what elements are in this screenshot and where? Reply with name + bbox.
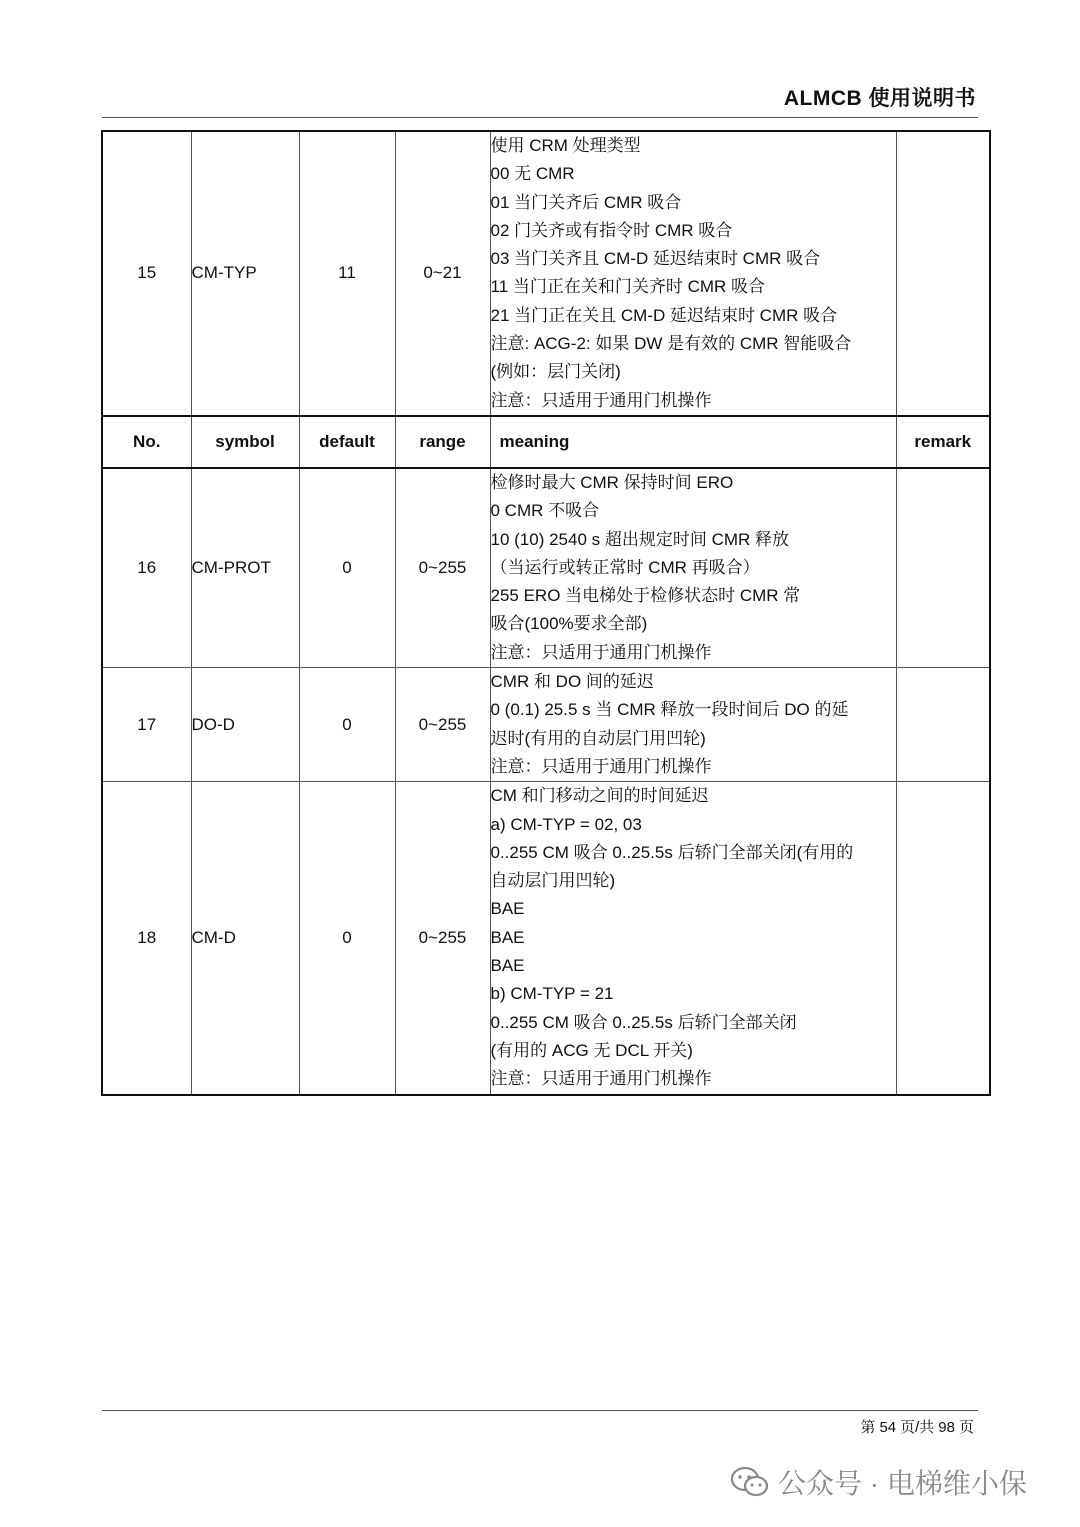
meaning-line: 00 无 CMR [490,164,575,184]
table-row [102,668,990,782]
column-header-range: range [395,416,490,468]
column-header-no: No. [102,416,191,468]
current-page: 54 [879,1419,897,1436]
page-mid: 页/共 [900,1419,935,1436]
cell-default: 0 [299,782,395,1095]
cell-remark [896,468,990,668]
cell-remark [896,668,990,782]
meaning-line: 自动层门用凹轮) [490,871,616,891]
header-divider [102,117,978,118]
meaning-line: (例如：层门关闭) [490,362,621,382]
cell-no: 15 [102,131,191,416]
table-row [102,131,990,416]
meaning-line: 吸合(100%要求全部) [490,614,648,634]
column-header-default: default [299,416,395,468]
meaning-line: a) CM-TYP = 02, 03 [490,814,642,834]
column-header-symbol: symbol [191,416,299,468]
meaning-line: BAE [490,927,525,947]
cell-default: 11 [299,131,395,416]
column-header-remark: remark [896,416,990,468]
meaning-line: BAE [490,899,525,919]
meaning-line: 0 (0.1) 25.5 s 当 CMR 释放一段时间后 DO 的延 [490,700,849,720]
cell-no: 18 [102,782,191,1095]
cell-meaning [490,782,896,1095]
cell-remark [896,782,990,1095]
cell-meaning [490,668,896,782]
page-prefix: 第 [860,1419,876,1436]
watermark [730,1460,1027,1504]
cell-no: 17 [102,668,191,782]
meaning-line: 02 门关齐或有指令时 CMR 吸合 [490,220,733,240]
cell-meaning [490,131,896,416]
total-pages: 98 [938,1419,955,1436]
meaning-line: 注意：只适用于通用门机操作 [490,390,712,410]
meaning-line: 检修时最大 CMR 保持时间 ERO [490,472,734,492]
watermark-text: 公众号 · 电梯维小保 [778,1468,1027,1499]
meaning-line: b) CM-TYP = 21 [490,984,614,1004]
meaning-line: BAE [490,956,525,976]
meaning-line: （当运行或转正常时 CMR 再吸合） [490,557,760,577]
cell-default: 0 [299,668,395,782]
meaning-line: 注意：只适用于通用门机操作 [490,642,712,662]
meaning-line: (有用的 ACG 无 DCL 开关) [490,1040,693,1060]
meaning-line: 21 当门正在关且 CM-D 延迟结束时 CMR 吸合 [490,305,838,325]
cell-meaning [490,468,896,668]
meaning-line: 0..255 CM 吸合 0..25.5s 后轿门全部关闭 [490,1012,797,1032]
meaning-line: 10 (10) 2540 s 超出规定时间 CMR 释放 [490,529,790,549]
meaning-line: 注意: ACG-2: 如果 DW 是有效的 CMR 智能吸合 [490,334,852,354]
table-header-row [102,416,990,468]
page-number [858,1416,976,1437]
meaning-line: 使用 CRM 处理类型 [490,136,641,155]
meaning-line: 注意：只适用于通用门机操作 [490,756,712,776]
parameter-table [101,130,991,1096]
meaning-line: 11 当门正在关和门关齐时 CMR 吸合 [490,277,766,297]
meaning-line: 255 ERO 当电梯处于检修状态时 CMR 常 [490,586,801,606]
cell-default: 0 [299,468,395,668]
cell-symbol: DO-D [191,668,299,782]
cell-range: 0~255 [395,468,490,668]
meaning-line: 01 当门关齐后 CMR 吸合 [490,192,682,212]
meaning-line: 迟时(有用的自动层门用凹轮) [490,728,706,748]
meaning-line: 注意：只适用于通用门机操作 [490,1069,712,1089]
cell-symbol: CM-TYP [191,131,299,416]
cell-range: 0~255 [395,668,490,782]
footer-divider [102,1410,978,1411]
document-title: ALMCB 使用说明书 [783,87,976,110]
meaning-line: CM 和门移动之间的时间延迟 [490,786,709,806]
table-row [102,468,990,668]
cell-symbol: CM-PROT [191,468,299,668]
wechat-icon [730,1465,770,1499]
meaning-line: 0 CMR 不吸合 [490,501,600,521]
meaning-line: 0..255 CM 吸合 0..25.5s 后轿门全部关闭(有用的 [490,842,854,862]
meaning-line: CMR 和 DO 间的延迟 [490,672,654,692]
cell-remark [896,131,990,416]
cell-symbol: CM-D [191,782,299,1095]
table-row [102,782,990,1095]
page-suffix: 页 [958,1419,974,1436]
cell-no: 16 [102,468,191,668]
meaning-line: 03 当门关齐且 CM-D 延迟结束时 CMR 吸合 [490,249,821,269]
column-header-meaning: meaning [490,416,896,468]
cell-range: 0~21 [395,131,490,416]
cell-range: 0~255 [395,782,490,1095]
